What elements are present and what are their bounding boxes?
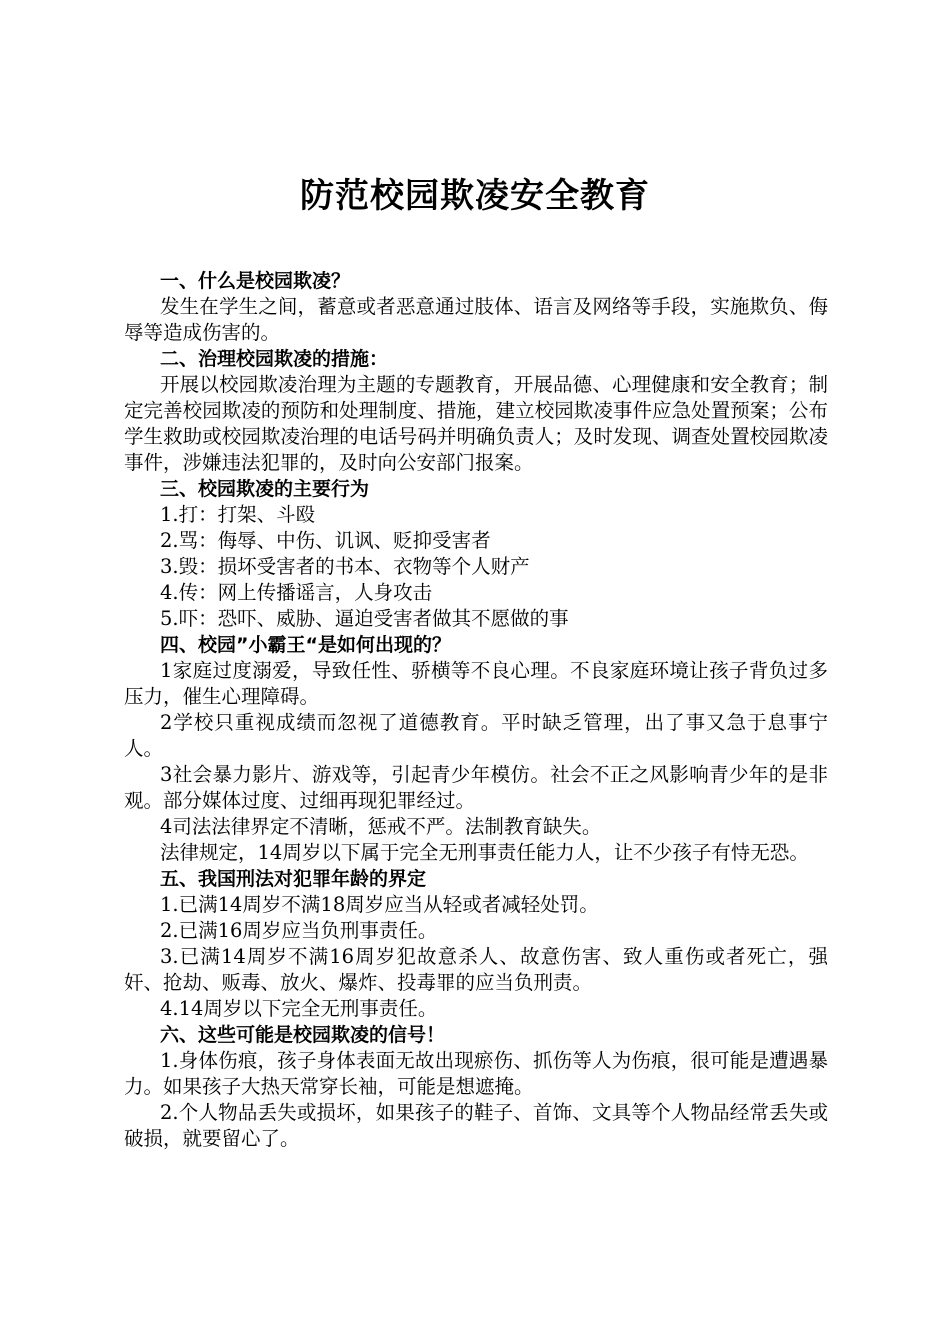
section-heading: 一、什么是校园欺凌？ xyxy=(160,270,351,292)
list-item: 4.14周岁以下完全无刑事责任。 xyxy=(160,997,438,1020)
paragraph: 1家庭过度溺爱，导致任性、骄横等不良心理。不良家庭环境让孩子背负过多压力，催生心理障碍。 xyxy=(124,659,828,708)
list-item: 2.骂：侮辱、中伤、讥讽、贬抑受害者 xyxy=(160,529,491,552)
section-main-behaviors xyxy=(124,476,828,632)
section-heading: 五、我国刑法对犯罪年龄的界定 xyxy=(160,868,427,890)
list-item: 2.个人物品丢失或损坏，如果孩子的鞋子、首饰、文具等个人物品经常丢失或破损，就要留心了。 xyxy=(124,1101,828,1150)
list-item: 3.毁：损坏受害者的书本、衣物等个人财产 xyxy=(160,555,530,578)
list-item: 5.吓：恐吓、威胁、逼迫受害者做其不愿做的事 xyxy=(160,607,569,630)
section-heading: 六、这些可能是校园欺凌的信号！ xyxy=(160,1024,446,1046)
section-warning-signals xyxy=(124,1022,828,1152)
section-heading: 三、校园欺凌的主要行为 xyxy=(160,478,370,500)
document-title: 防范校园欺凌安全教育 xyxy=(300,176,650,216)
section-causes xyxy=(124,632,828,866)
paragraph: 3社会暴力影片、游戏等，引起青少年模仿。社会不正之风影响青少年的是非观。部分媒体过度、过细再现犯罪经过。 xyxy=(124,763,828,812)
section-criminal-age xyxy=(124,866,828,1022)
paragraph: 发生在学生之间，蓄意或者恶意通过肢体、语言及网络等手段，实施欺负、侮辱等造成伤害的。 xyxy=(124,295,828,344)
list-item: 4.传：网上传播谣言，人身攻击 xyxy=(160,581,433,604)
paragraph: 法律规定，14周岁以下属于完全无刑事责任能力人，让不少孩子有恃无恐。 xyxy=(160,841,809,864)
section-heading: 二、治理校园欺凌的措施： xyxy=(160,348,389,370)
paragraph: 2学校只重视成绩而忽视了道德教育。平时缺乏管理，出了事又急于息事宁人。 xyxy=(124,711,828,760)
paragraph: 开展以校园欺凌治理为主题的专题教育，开展品德、心理健康和安全教育；制定完善校园欺凌的预防和处理制度、措施，建立校园欺凌事件应急处置预案；公布学生救助或校园欺凌治理的电话号码并明确负责人；及时发现、调查处置校园欺凌事件，涉嫌违法犯罪的，及时向公安部门报案。 xyxy=(124,373,828,474)
list-item: 1.打：打架、斗殴 xyxy=(160,503,316,526)
list-item: 1.已满14周岁不满18周岁应当从轻或者减轻处罚。 xyxy=(160,893,599,916)
list-item: 2.已满16周岁应当负刑事责任。 xyxy=(160,919,438,942)
section-heading: 四、校园”小霸王“是如何出现的？ xyxy=(160,634,451,656)
document-body xyxy=(124,268,828,1152)
list-item: 1.身体伤痕，孩子身体表面无故出现瘀伤、抓伤等人为伤痕，很可能是遭遇暴力。如果孩子大热天常穿长袖，可能是想遮掩。 xyxy=(124,1049,828,1098)
section-measures xyxy=(124,346,828,476)
section-what-is-bullying xyxy=(124,268,828,346)
paragraph: 4司法法律界定不清晰，惩戒不严。法制教育缺失。 xyxy=(160,815,602,838)
list-item: 3.已满14周岁不满16周岁犯故意杀人、故意伤害、致人重伤或者死亡，强奸、抢劫、贩毒、放火、爆炸、投毒罪的应当负刑责。 xyxy=(124,945,828,994)
